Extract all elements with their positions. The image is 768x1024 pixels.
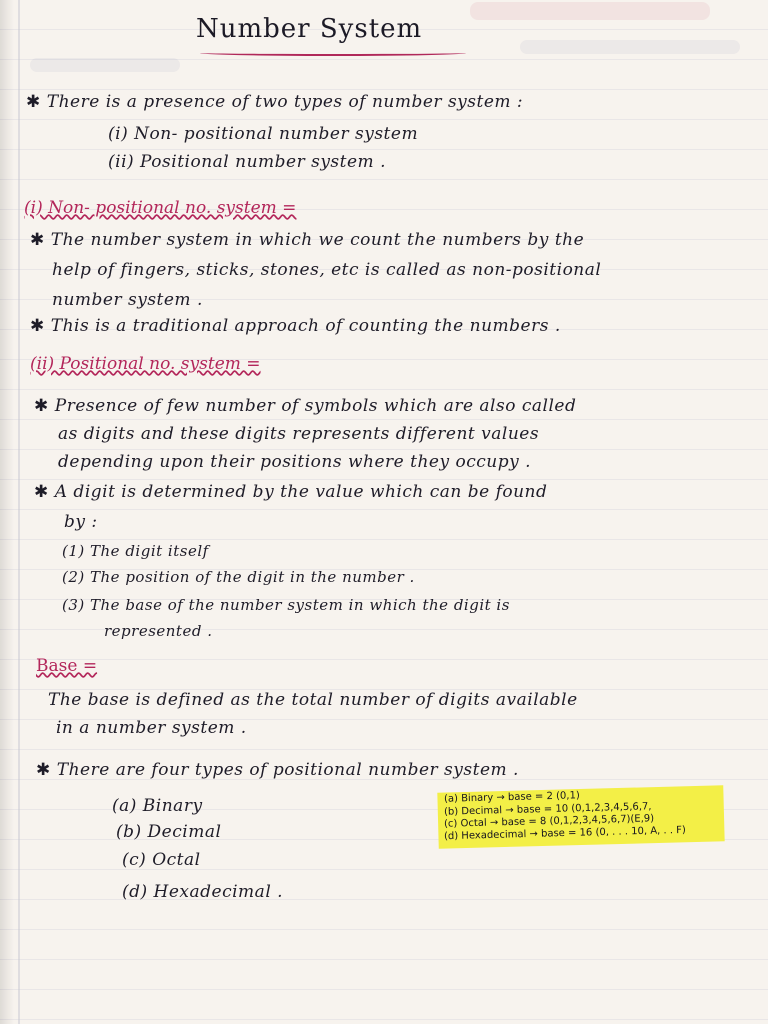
numbered-item: represented . bbox=[104, 622, 213, 640]
intro-line bbox=[26, 92, 523, 112]
paragraph-line bbox=[30, 316, 561, 336]
paragraph-line: help of fingers, sticks, stones, etc is called as non-positional bbox=[52, 260, 602, 280]
numbered-item: (2) The position of the digit in the number . bbox=[62, 568, 415, 586]
summary-line: (b) Decimal → base = 10 (0,1,2,3,4,5,6,7, bbox=[443, 801, 652, 818]
paragraph-line: by : bbox=[64, 512, 98, 532]
intro-text: There is a presence of two types of number system : bbox=[46, 92, 524, 112]
numbered-item: (1) The digit itself bbox=[62, 542, 209, 560]
intro-item: (ii) Positional number system . bbox=[108, 152, 386, 172]
title-underline bbox=[200, 50, 466, 56]
paragraph-line: in a number system . bbox=[56, 718, 247, 738]
asterisk-icon: ✱ bbox=[34, 396, 49, 416]
paragraph-line bbox=[34, 396, 576, 416]
summary-line: (d) Hexadecimal → base = 16 (0, . . . 10, A, . . F) bbox=[443, 824, 686, 843]
paragraph-line: The base is defined as the total number of digits available bbox=[48, 690, 578, 710]
bleed-through-mark bbox=[30, 58, 180, 72]
paragraph-line: depending upon their positions where they occupy . bbox=[58, 452, 531, 472]
type-item: (b) Decimal bbox=[116, 822, 222, 842]
asterisk-icon: ✱ bbox=[26, 92, 41, 112]
paragraph-text: The number system in which we count the numbers by the bbox=[50, 230, 585, 250]
type-item: (a) Binary bbox=[112, 796, 203, 816]
paragraph-line: number system . bbox=[52, 290, 203, 310]
asterisk-icon: ✱ bbox=[36, 760, 51, 780]
paragraph-line: as digits and these digits represents different values bbox=[58, 424, 540, 444]
paragraph-line bbox=[36, 760, 519, 780]
asterisk-icon: ✱ bbox=[30, 230, 45, 250]
page-title: Number System bbox=[196, 14, 423, 44]
type-item: (d) Hexadecimal . bbox=[122, 882, 284, 902]
paragraph-line bbox=[34, 482, 547, 502]
summary-line: (a) Binary → base = 2 (0,1) bbox=[443, 790, 580, 805]
paragraph-line bbox=[30, 230, 584, 250]
numbered-item: (3) The base of the number system in which the digit is bbox=[62, 596, 510, 614]
section-heading-base: Base = bbox=[36, 656, 98, 676]
paragraph-text: Presence of few number of symbols which are also called bbox=[54, 396, 577, 416]
section-heading-positional: (ii) Positional no. system = bbox=[30, 354, 261, 374]
asterisk-icon: ✱ bbox=[34, 482, 49, 502]
type-item: (c) Octal bbox=[122, 850, 201, 870]
intro-item: (i) Non- positional number system bbox=[108, 124, 419, 144]
asterisk-icon: ✱ bbox=[30, 316, 45, 336]
paragraph-text: A digit is determined by the value which can be found bbox=[54, 482, 548, 502]
section-heading-non-positional: (i) Non- positional no. system = bbox=[24, 198, 297, 218]
paragraph-text: This is a traditional approach of counting the numbers . bbox=[50, 316, 561, 336]
margin-line bbox=[18, 0, 20, 1024]
page-edge-shadow bbox=[0, 0, 14, 1024]
summary-line: (c) Octal → base = 8 (0,1,2,3,4,5,6,7)(E,9) bbox=[443, 813, 655, 830]
bleed-through-mark bbox=[470, 2, 710, 20]
paragraph-text: There are four types of positional number system . bbox=[56, 760, 519, 780]
bleed-through-mark bbox=[520, 40, 740, 54]
